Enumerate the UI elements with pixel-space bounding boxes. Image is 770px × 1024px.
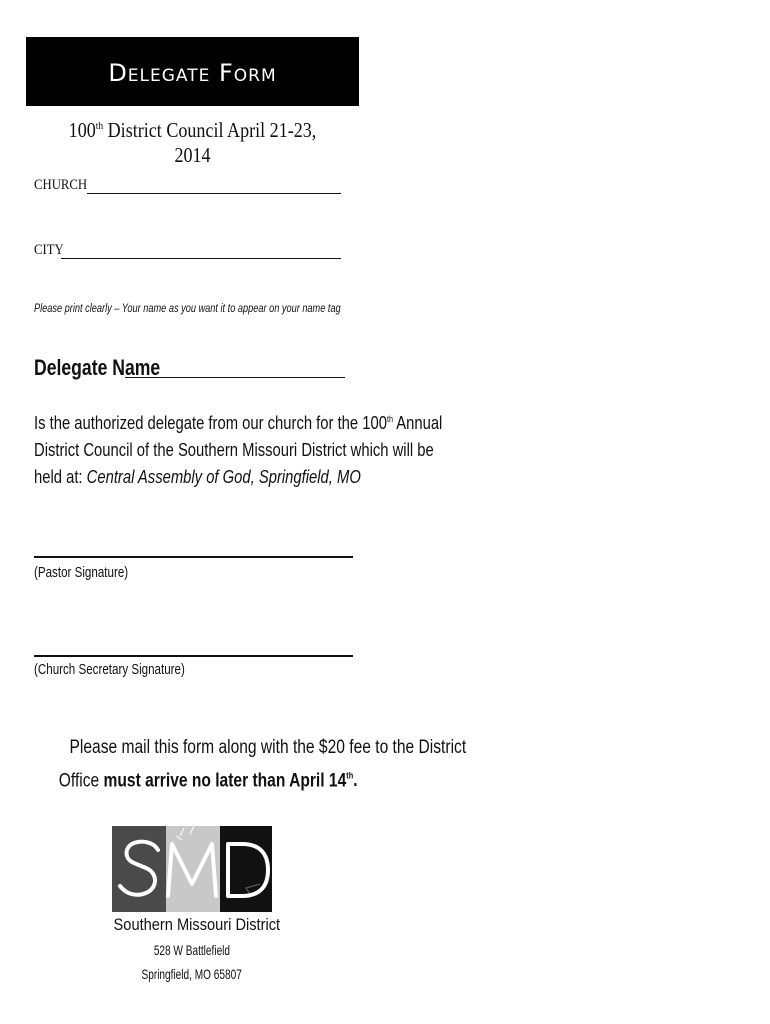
authorization-line-3: held at: Central Assembly of God, Springfield, MO	[34, 466, 361, 488]
deadline: must arrive no later than April 14	[103, 770, 347, 792]
event-subtitle	[49, 118, 335, 168]
secretary-signature-line[interactable]	[34, 655, 353, 657]
secretary-signature-label: (Church Secretary Signature)	[34, 662, 185, 678]
mail-instructions	[26, 733, 467, 795]
authorization-text	[34, 406, 442, 490]
delegate-name-label: Delegate Name	[34, 355, 161, 380]
mail-line-2: Office must arrive no later than April 14th.	[58, 770, 358, 792]
form-title: Delegate Form	[108, 58, 277, 87]
print-instruction: Please print clearly – Your name as you want it to appear on your name tag	[34, 303, 341, 315]
pastor-signature-line[interactable]	[34, 556, 353, 558]
subtitle-rest: District Council April 21-23, 2014	[103, 118, 317, 167]
city-field-label: CITY	[34, 242, 64, 258]
subtitle-ordinal: 100	[68, 118, 96, 142]
authorization-line-1: Is the authorized delegate from our church for the 100th Annual	[34, 412, 443, 434]
logo-panel-middle	[166, 826, 220, 912]
church-field-label: CHURCH	[34, 177, 88, 193]
subtitle-ordinal-suffix: th	[95, 120, 104, 132]
smd-logo	[112, 826, 272, 912]
logo-organization-name: Southern Missouri District	[113, 915, 281, 934]
header-bar	[26, 37, 359, 106]
address-line-1: 528 W Battlefield	[153, 942, 231, 958]
pastor-signature-label: (Pastor Signature)	[34, 565, 129, 581]
city-field[interactable]	[61, 258, 341, 259]
delegate-name-field[interactable]	[125, 377, 345, 378]
mail-line-1: Please mail this form along with the $20 fee to the District	[69, 737, 467, 758]
venue: Central Assembly of God, Springfield, MO	[86, 466, 361, 488]
address-line-2: Springfield, MO 65807	[141, 966, 243, 982]
authorization-line-2: District Council of the Southern Missouri District which will be	[34, 439, 434, 461]
church-field[interactable]	[87, 193, 341, 194]
logo-panel-left	[112, 826, 166, 912]
